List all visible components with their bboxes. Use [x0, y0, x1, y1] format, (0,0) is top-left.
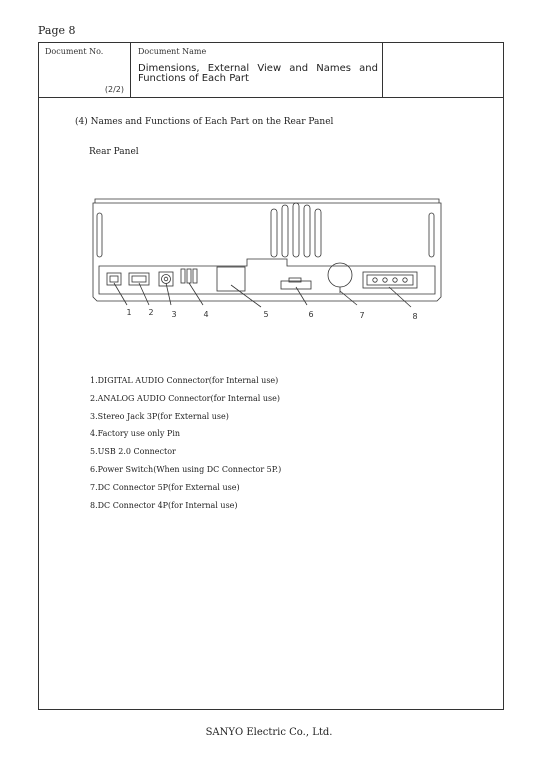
list-item: 4.Factory use only Pin — [90, 429, 181, 439]
document-frame — [38, 42, 504, 710]
callout-8: 8 — [412, 312, 418, 321]
subheading: Rear Panel — [89, 147, 139, 157]
document-name-cell — [131, 43, 383, 97]
document-title — [138, 64, 378, 84]
document-title-line-2: Functions of Each Part — [138, 73, 249, 84]
company-footer: SANYO Electric Co., Ltd. — [205, 727, 333, 738]
callout-1: 1 — [126, 308, 132, 317]
callout-7: 7 — [359, 311, 365, 320]
list-item: 5.USB 2.0 Connector — [90, 447, 176, 457]
document-number-cell — [39, 43, 131, 97]
list-item: 7.DC Connector 5P(for External use) — [90, 482, 240, 492]
callout-4: 4 — [203, 310, 209, 319]
section-title: (4) Names and Functions of Each Part on the Rear Panel — [75, 117, 334, 127]
callout-2: 2 — [148, 308, 154, 317]
callout-3: 3 — [171, 310, 177, 319]
callout-6: 6 — [308, 310, 314, 319]
document-title-line-1: Dimensions, External View and Names and — [138, 63, 378, 74]
document-header — [39, 43, 503, 98]
page-number: Page 8 — [38, 24, 76, 37]
callout-5: 5 — [263, 310, 269, 319]
parts-list — [90, 372, 281, 514]
list-item: 3.Stereo Jack 3P(for External use) — [90, 411, 229, 421]
list-item: 6.Power Switch(When using DC Connector 5P.) — [90, 464, 282, 474]
document-name-label: Document Name — [138, 47, 207, 56]
page-of-count: (2/2) — [104, 85, 124, 94]
list-item: 2.ANALOG AUDIO Connector(for Internal use) — [90, 393, 280, 403]
rear-panel-diagram — [91, 197, 443, 329]
document-number-label: Document No. — [45, 47, 104, 56]
list-item: 8.DC Connector 4P(for Internal use) — [90, 500, 238, 510]
list-item: 1.DIGITAL AUDIO Connector(for Internal use) — [90, 376, 279, 385]
